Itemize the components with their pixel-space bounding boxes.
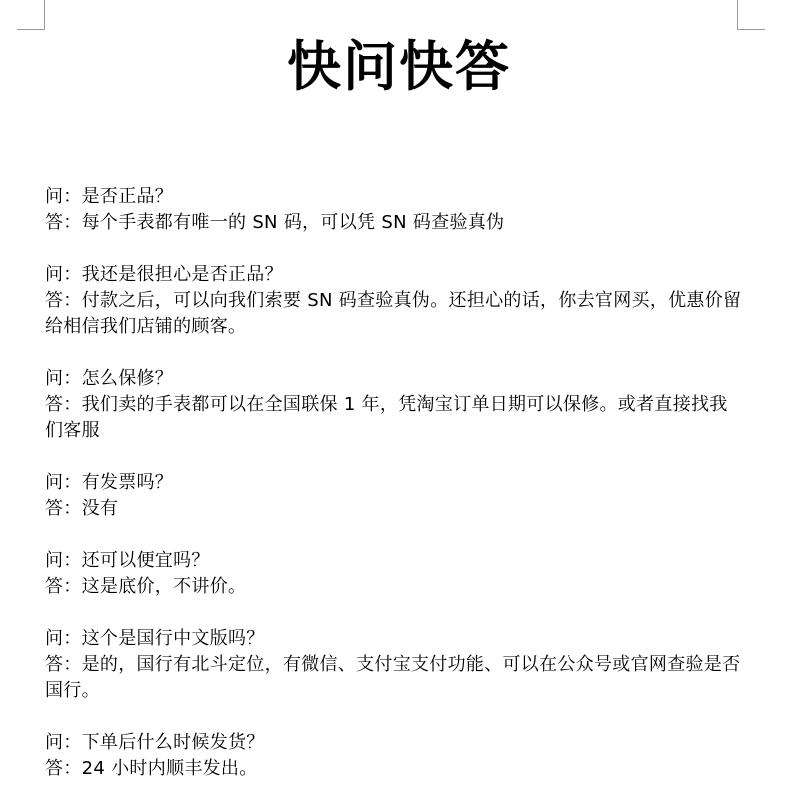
question-text: 问：还可以便宜吗？ [45,550,210,571]
qa-item [45,548,745,600]
qa-list [45,184,745,808]
qa-item [45,730,745,782]
qa-item [45,262,745,340]
question-text: 问：有发票吗？ [45,472,174,493]
question-text: 问：怎么保修？ [45,368,174,389]
answer-text: 答：24 小时内顺丰发出。 [45,758,258,779]
qa-item [45,626,745,704]
answer-text: 答：我们卖的手表都可以在全国联保 1 年，凭淘宝订单日期可以保修。或者直接找我们客服 [45,394,728,441]
answer-text: 答：是的，国行有北斗定位，有微信、支付宝支付功能、可以在公众号或官网查验是否国行。 [45,654,741,701]
question-text: 问：下单后什么时候发货？ [45,732,265,753]
page-title: 快问快答 [287,35,511,98]
question-text: 问：我还是很担心是否正品？ [45,264,283,285]
qa-item [45,184,745,236]
answer-text: 答：没有 [45,498,119,519]
question-text: 问：这个是国行中文版吗？ [45,628,265,649]
qa-item [45,470,745,522]
qa-item [45,366,745,444]
question-text: 问：是否正品？ [45,186,174,207]
page-corner-mark-top-left [17,0,45,30]
page-corner-mark-top-right [737,0,765,30]
answer-text: 答：每个手表都有唯一的 SN 码，可以凭 SN 码查验真伪 [45,212,505,233]
answer-text: 答：付款之后，可以向我们索要 SN 码查验真伪。还担心的话，你去官网买，优惠价留给相信我们店铺的顾客。 [45,290,742,337]
answer-text: 答：这是底价，不讲价。 [45,576,247,597]
